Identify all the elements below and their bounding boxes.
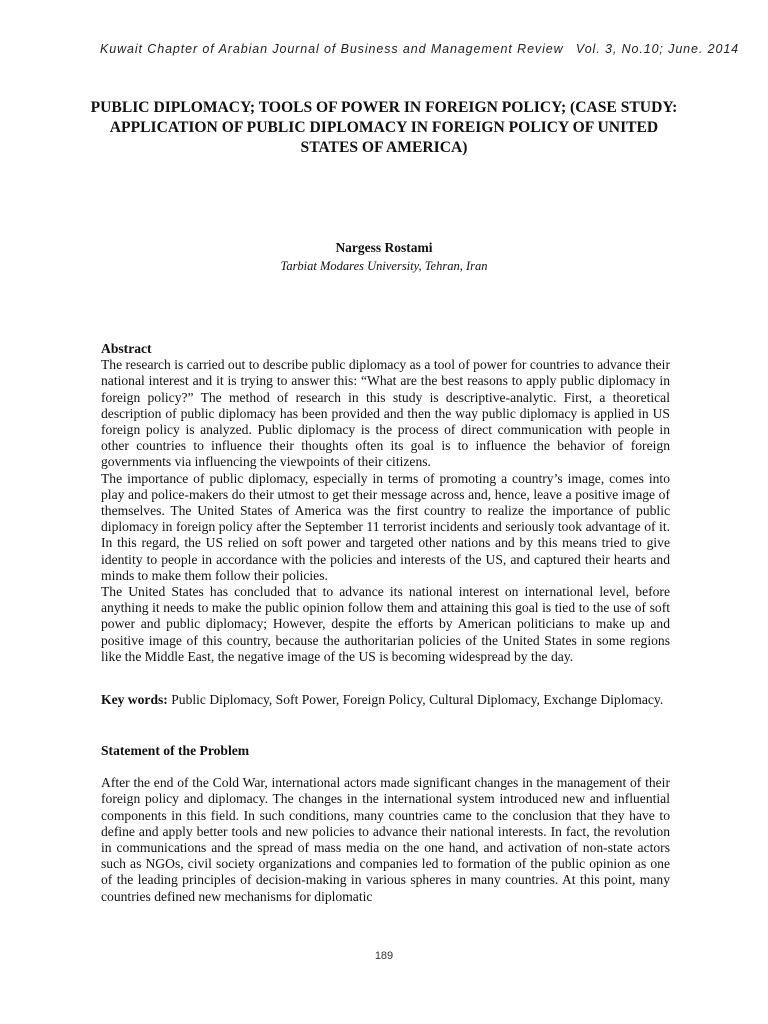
abstract-paragraph: The United States has concluded that to advance its national interest on international level, before anything it needs to make the public opinion follow them and attaining this goal is tied to the use of soft power and public diplomacy; However, despite the efforts by American politicians to make up and positive image of this country, because the authoritarian policies of the United States in some regions like the Middle East, the negative image of the US is becoming widespread by the day. [101, 584, 670, 664]
paper-title: PUBLIC DIPLOMACY; TOOLS OF POWER IN FOREIGN POLICY; (CASE STUDY: APPLICATION OF PUBLIC DIPLOMACY IN FOREIGN POLICY OF UNITED STATES OF AMERICA) [90, 99, 678, 156]
author-affiliation: Tarbiat Modares University, Tehran, Iran [280, 259, 488, 273]
abstract-section [101, 341, 670, 665]
journal-issue: Vol. 3, No.10; June. 2014 [575, 42, 740, 56]
abstract-paragraph: The research is carried out to describe public diplomacy as a tool of power for countries to advance their national interest and it is trying to answer this: “What are the best reasons to apply public diplomacy in foreign policy?” The method of research in this study is descriptive-analytic. First, a theoretical description of public diplomacy has been provided and then the way public diplomacy is applied in US foreign policy is analyzed. Public diplomacy is the process of direct communication with people in other countries to influence their thoughts often its goal is to influence the behavior of foreign governments via influencing the viewpoints of their citizens. [101, 357, 670, 470]
abstract-heading: Abstract [101, 341, 152, 356]
author-name: Nargess Rostami [335, 240, 433, 255]
page-number: 189 [374, 950, 394, 962]
running-header [100, 42, 740, 56]
keywords-label: Key words: [101, 692, 168, 707]
section-paragraph: After the end of the Cold War, international actors made significant changes in the management of their foreign policy and diplomacy. The changes in the international system introduced new and influential components in this field. In such conditions, many countries came to the conclusion that they have to define and apply better tools and new policies to advance their national interests. In fact, the revolution in communications and the spread of mass media on the one hand, and activation of non-state actors such as NGOs, civil society organizations and companies led to formation of the public opinion as one of the leading principles of decision-making in various spheres in many countries. At this point, many countries defined new mechanisms for diplomatic [101, 775, 670, 904]
keywords-section [101, 692, 670, 708]
keywords-line [101, 692, 670, 708]
problem-statement-section [101, 743, 670, 905]
journal-name: Kuwait Chapter of Arabian Journal of Business and Management Review [100, 42, 564, 56]
section-heading: Statement of the Problem [101, 743, 250, 758]
abstract-paragraph: The importance of public diplomacy, especially in terms of promoting a country’s image, comes into play and police-makers do their utmost to get their message across and, hence, leave a positive image of themselves. The United States of America was the first country to realize the importance of public diplomacy in foreign policy after the September 11 terrorist incidents and seriously took advantage of it. In this regard, the US relied on soft power and targeted other nations and by this means tried to give identity to people in accordance with the policies and interests of the US, and captured their hearts and minds to make them follow their policies. [101, 470, 670, 583]
keywords-text: Public Diplomacy, Soft Power, Foreign Policy, Cultural Diplomacy, Exchange Diplomacy. [167, 692, 664, 707]
